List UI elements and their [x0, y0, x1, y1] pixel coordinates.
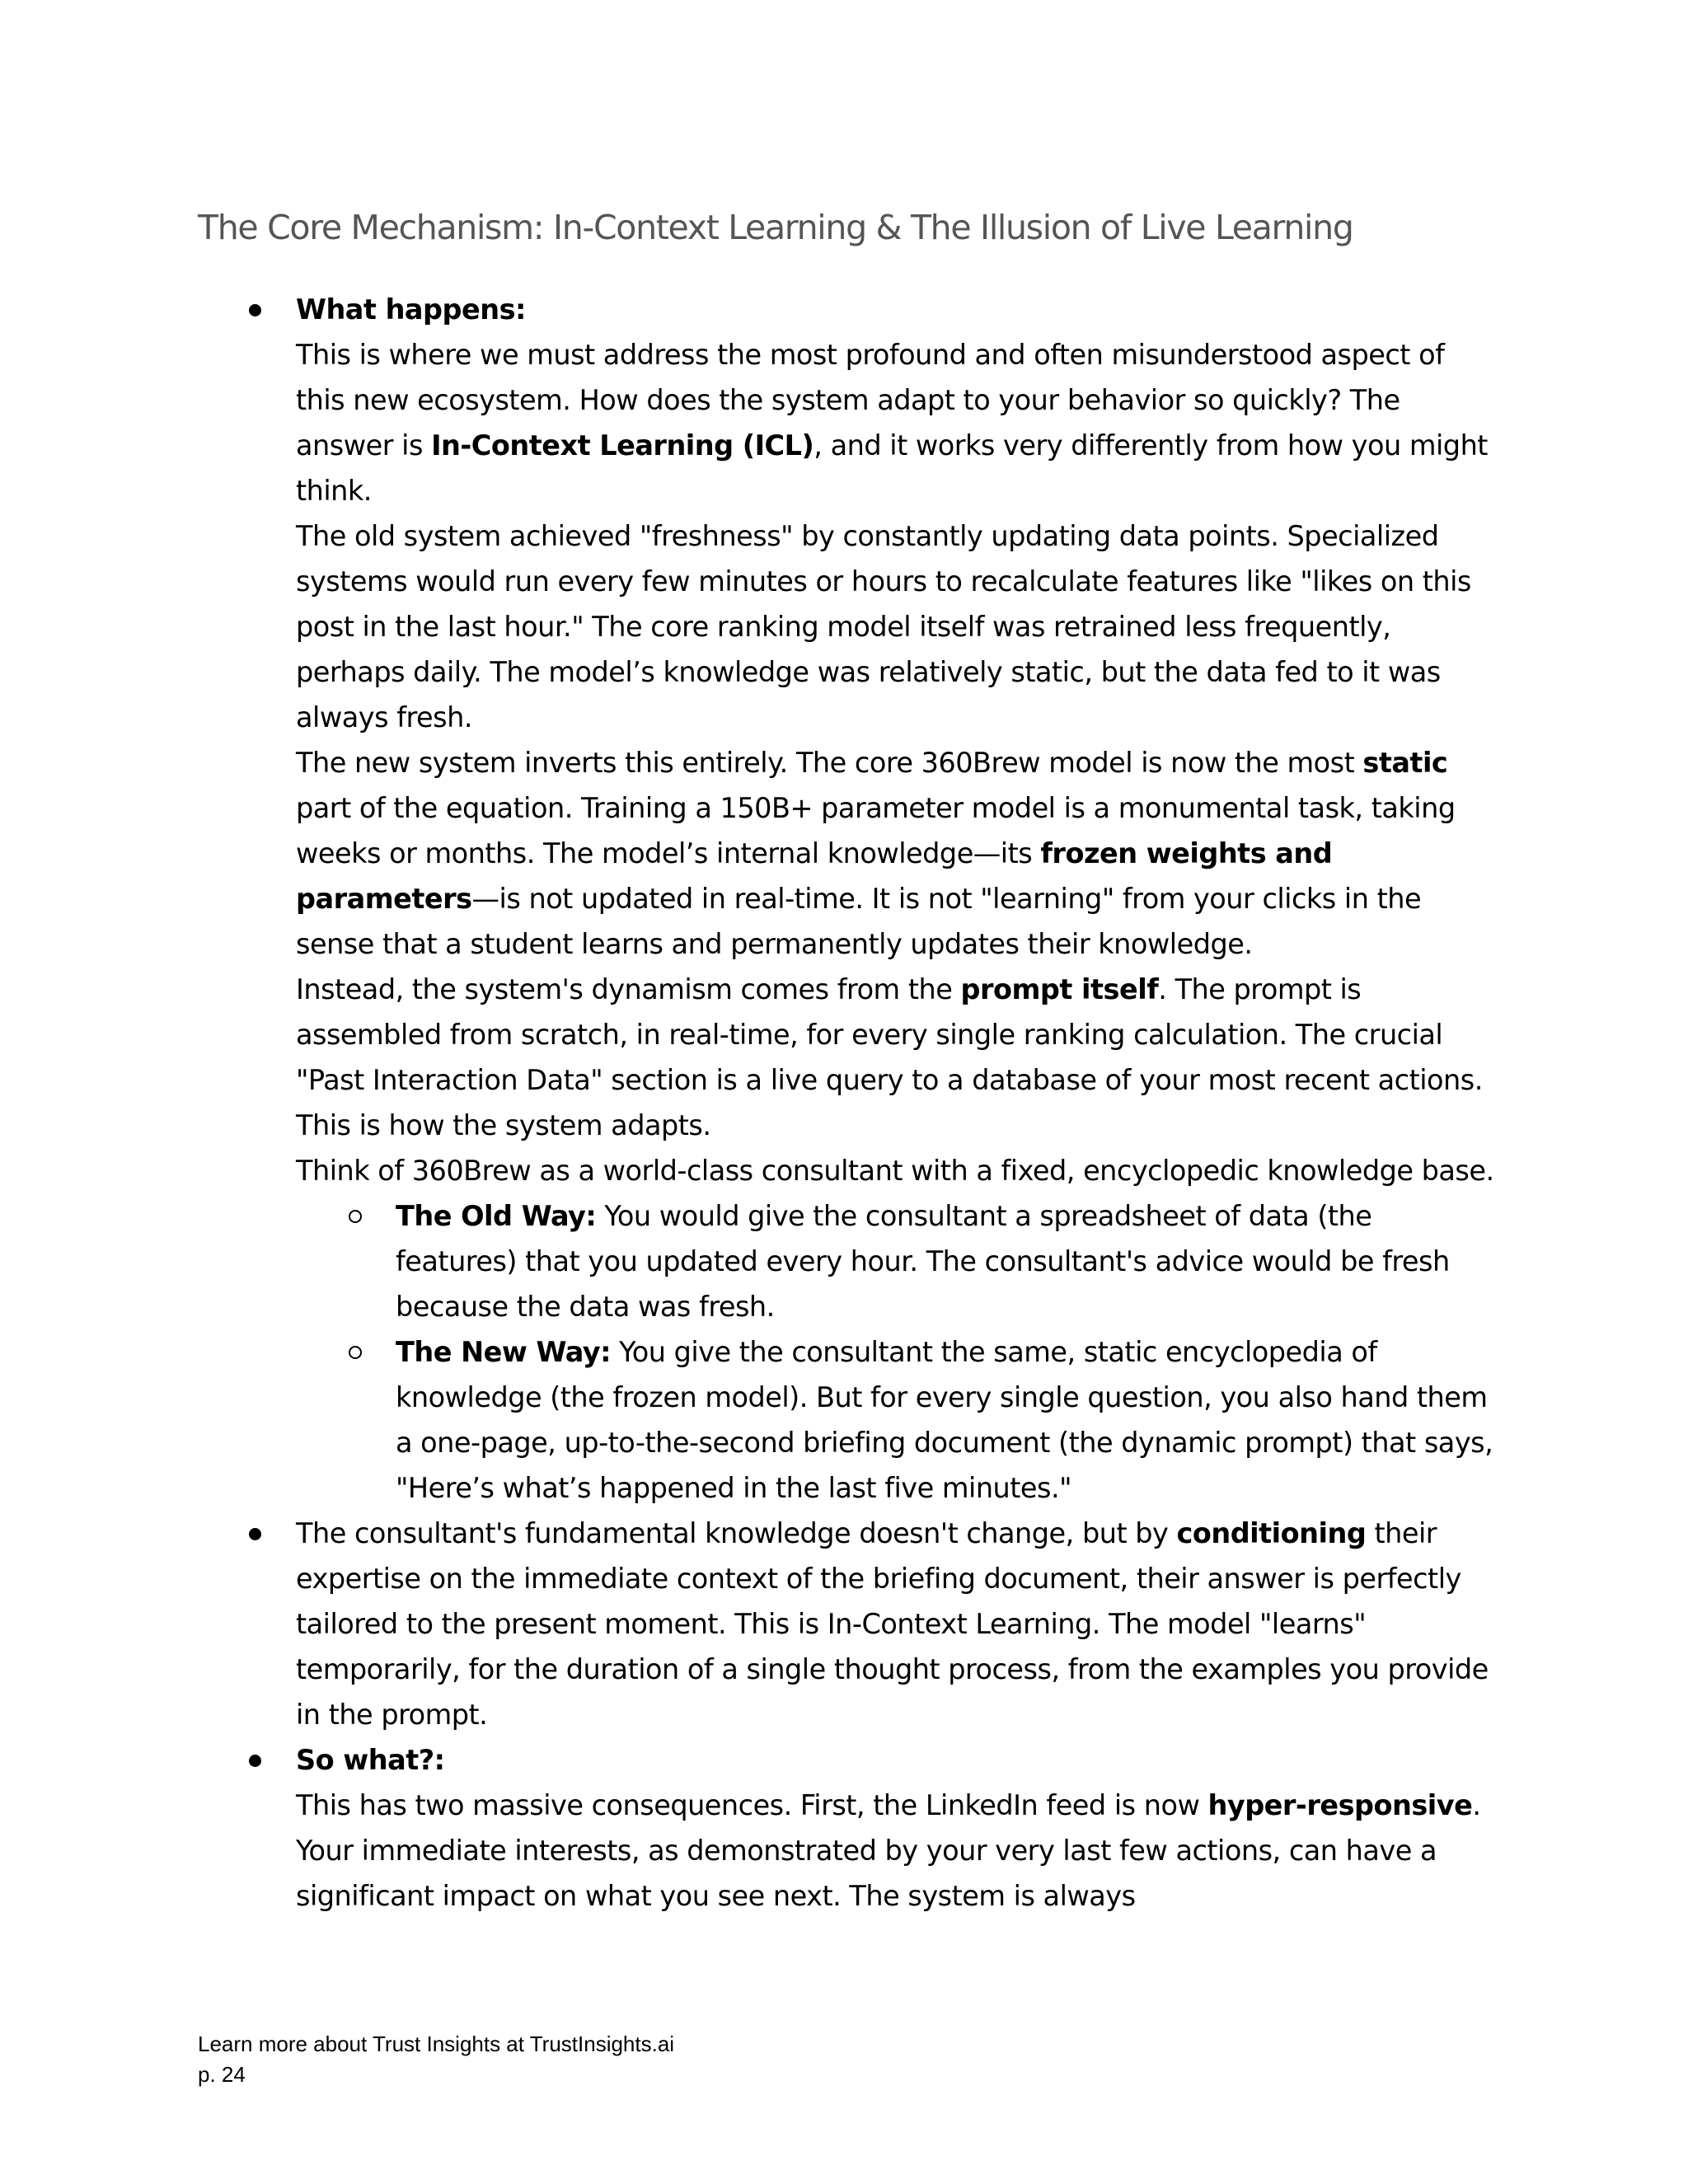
- sub-bullet-item: [296, 1193, 1500, 1329]
- paragraph: [296, 1783, 1500, 1919]
- text-run: Instead, the system's dynamism comes from the: [296, 973, 961, 1005]
- bold-text: The Old Way:: [396, 1200, 597, 1232]
- text-run: This has two massive consequences. First, the LinkedIn feed is now: [296, 1789, 1208, 1821]
- bold-text: frozen weights and parameters: [296, 837, 1333, 915]
- text-run: . The prompt is assembled from scratch, in real-time, for every single ranking calculation. The crucial "Past Interaction Data" section is a live query to a database of your most recent actions. This is how the system adapts.: [296, 973, 1483, 1141]
- page-footer: [198, 2029, 674, 2090]
- bold-text: hyper-responsive: [1207, 1789, 1473, 1821]
- paragraph: [296, 967, 1500, 1148]
- text-run: You would give the consultant a spreadsheet of data (the features) that you updated every hour. The consultant's advice would be fresh because the data was fresh.: [396, 1200, 1450, 1323]
- bullet-dot-icon: [249, 1755, 261, 1767]
- bullet-item: [198, 1511, 1500, 1737]
- hollow-circle-bullet-icon: [349, 1210, 362, 1223]
- paragraph: [296, 332, 1500, 513]
- section-heading: The Core Mechanism: In-Context Learning & The Illusion of Live Learning: [198, 208, 1353, 247]
- bullet-heading: So what?:: [296, 1744, 445, 1776]
- text-run: , and it works very differently from how you might think.: [296, 429, 1488, 507]
- paragraph: [296, 1511, 1500, 1737]
- text-run: The consultant's fundamental knowledge doesn't change, but by: [296, 1517, 1177, 1549]
- bullet-heading: What happens:: [296, 293, 526, 326]
- sub-bullet-item: [296, 1329, 1500, 1511]
- text-run: Think of 360Brew as a world-class consultant with a fixed, encyclopedic knowledge base.: [296, 1155, 1494, 1187]
- bullet-dot-icon: [249, 304, 261, 316]
- bold-text: static: [1362, 747, 1448, 779]
- text-run: The old system achieved "freshness" by constantly updating data points. Specialized systems would run every few minutes or hours to recalculate features like "likes on this post in the last hour." The core ranking model itself was retrained less frequently, perhaps daily. The model’s knowledge was relatively static, but the data fed to it was always fresh.: [296, 520, 1471, 733]
- text-run: This is where we must address the most profound and often misunderstood aspect of this new ecosystem. How does the system adapt to your behavior so quickly? The answer is: [296, 339, 1445, 462]
- text-run: —is not updated in real-time. It is not "learning" from your clicks in the sense that a student learns and permanently updates their knowledge.: [296, 883, 1422, 960]
- text-run: You give the consultant the same, static encyclopedia of knowledge (the frozen model). But for every single question, you also hand them a one-page, up-to-the-second briefing document (the dynamic prompt) that says, "Here’s what’s happened in the last five minutes.": [396, 1336, 1493, 1504]
- paragraph: [296, 740, 1500, 967]
- bold-text: conditioning: [1176, 1517, 1367, 1549]
- text-run: The new system inverts this entirely. The core 360Brew model is now the most: [296, 747, 1363, 779]
- paragraph: [296, 513, 1500, 740]
- page-number: p. 24: [198, 2062, 246, 2087]
- text-run: . Your immediate interests, as demonstrated by your very last few actions, can have a significant impact on what you see next. The system is always: [296, 1789, 1481, 1912]
- paragraph: [296, 1148, 1500, 1193]
- bold-text: The New Way:: [396, 1336, 612, 1368]
- text-run: part of the equation. Training a 150B+ parameter model is a monumental task, taking weeks or months. The model’s internal knowledge—its: [296, 792, 1456, 869]
- bullet-item: [198, 287, 1500, 1511]
- sub-bullet-list: [296, 1193, 1500, 1511]
- bold-text: prompt itself: [960, 973, 1159, 1005]
- hollow-circle-bullet-icon: [349, 1346, 362, 1359]
- bullet-dot-icon: [249, 1528, 261, 1540]
- bold-text: In-Context Learning (ICL): [431, 429, 814, 462]
- footer-promo-text: Learn more about Trust Insights at TrustInsights.ai: [198, 2032, 675, 2056]
- body-content: [198, 287, 1500, 1919]
- bullet-item: [198, 1737, 1500, 1919]
- bullet-list: [198, 287, 1500, 1919]
- text-run: their expertise on the immediate context of the briefing document, their answer is perfectly tailored to the present moment. This is In-Context Learning. The model "learns" temporarily, for the duration of a single thought process, from the examples you provide in the prompt.: [296, 1517, 1489, 1731]
